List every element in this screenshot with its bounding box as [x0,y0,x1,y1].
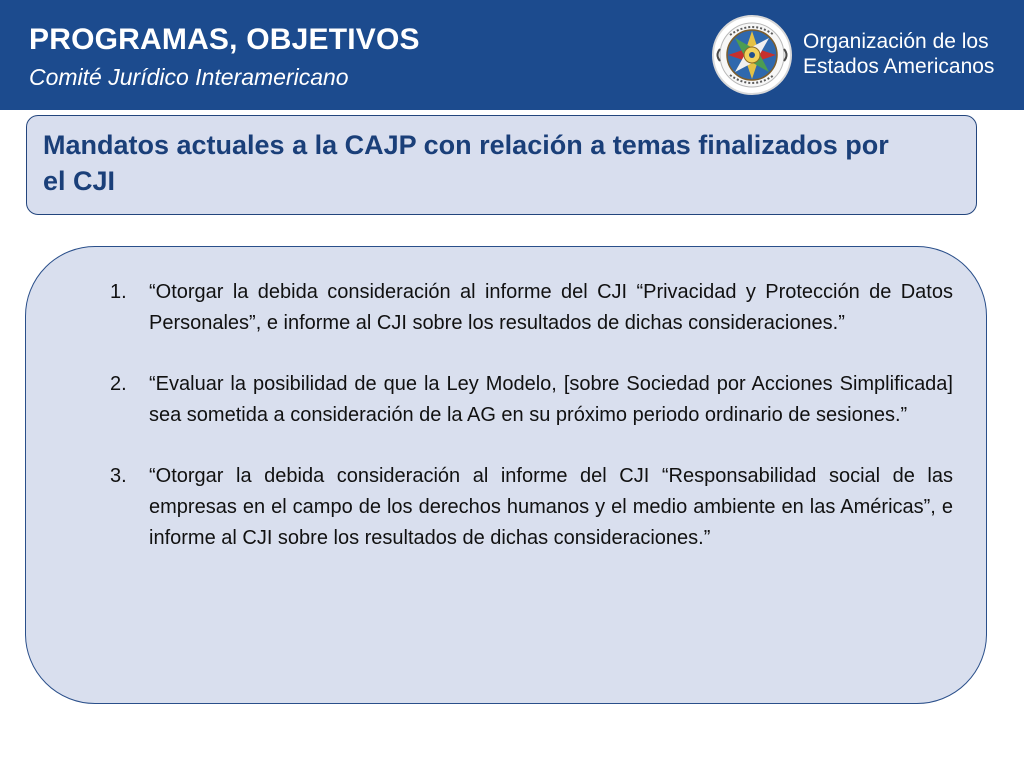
mandate-item-3 [110,461,953,554]
mandate-text-3: “Otorgar la debida consideración al informe del CJI “Responsabilidad social de las empresas en el campo de los derechos humanos y el medio ambiente en las Américas”, e informe al CJI sobre los resultados de dichas consideraciones.” [149,465,953,549]
mandate-number-3: 3. [110,465,127,487]
section-title-box [26,115,977,215]
mandate-text-1: “Otorgar la debida consideración al informe del CJI “Privacidad y Protección de Datos Personales”, e informe al CJI sobre los resultados de dichas consideraciones.” [149,281,953,334]
section-title-line-1: Mandatos actuales a la CAJP con relación a temas finalizados por [43,130,889,160]
mandate-number-1: 1. [110,281,127,303]
organization-name-line-1: Organización de los [803,30,989,53]
mandate-number-2: 2. [110,373,127,395]
page-subtitle: Comité Jurídico Interamericano [29,64,349,90]
organization-name [803,29,994,79]
mandate-list [110,277,953,554]
organization-name-line-2: Estados Americanos [803,55,995,78]
mandate-item-2 [110,369,953,431]
oas-seal-icon [711,14,793,96]
oas-seal-graphic [711,14,793,96]
page-title: PROGRAMAS, OBJETIVOS [29,23,420,56]
mandate-text-2: “Evaluar la posibilidad de que la Ley Modelo, [sobre Sociedad por Acciones Simplificada] sea sometida a consideración de la AG en su próximo periodo ordinario de sesiones.” [149,373,953,426]
mandates-panel [25,246,987,704]
section-title [43,127,963,199]
mandate-item-1 [110,277,953,339]
slide-header [0,0,1024,110]
section-title-line-2: el CJI [43,166,116,196]
